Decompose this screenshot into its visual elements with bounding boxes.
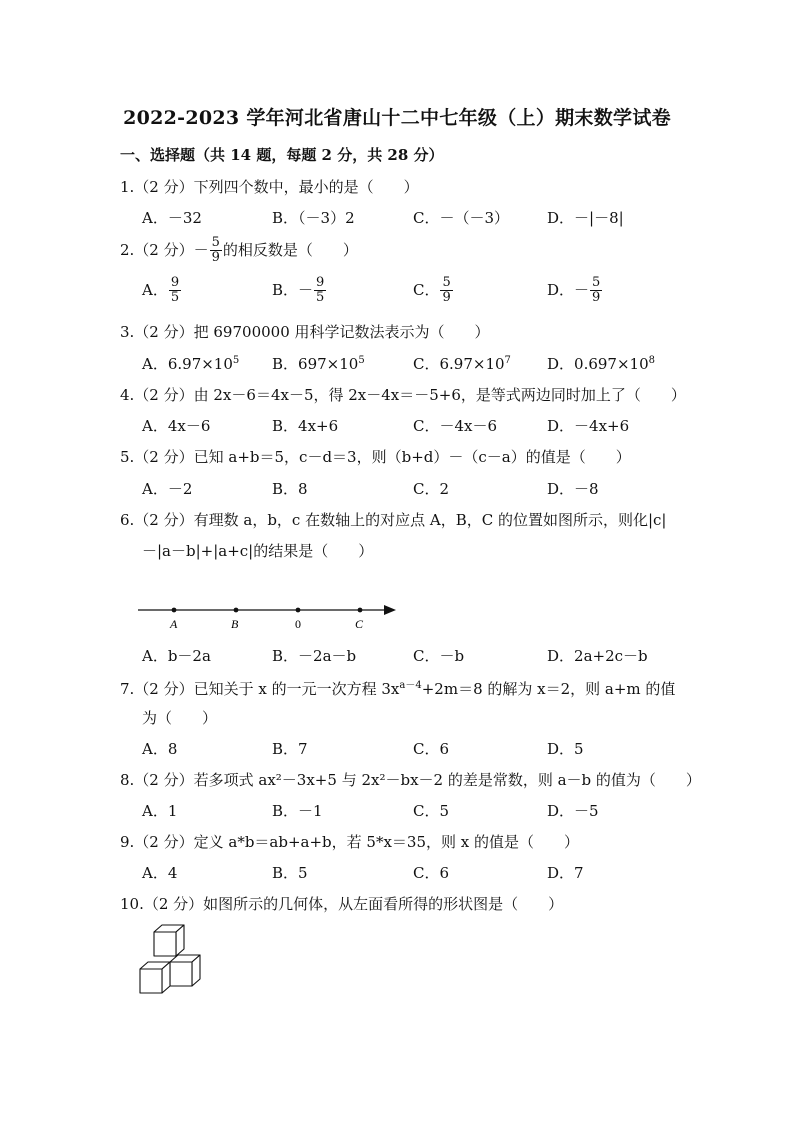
- label-c: C: [355, 617, 364, 631]
- q3-b-text: B．697×10: [272, 355, 359, 373]
- q1-option-c[interactable]: C．－（－3）: [413, 209, 510, 227]
- q2-a-label: A．: [142, 280, 168, 299]
- label-zero: 0: [295, 617, 301, 631]
- q5-option-d[interactable]: D．－8: [547, 480, 599, 498]
- q6-option-c[interactable]: C．－b: [413, 647, 465, 665]
- q2-c-den: 9: [442, 290, 451, 306]
- q2-option-c[interactable]: [413, 276, 454, 306]
- question-9: 9.（2 分）定义 a*b＝ab+a+b，若 5*x＝35，则 x 的值是（ ）: [120, 833, 580, 851]
- q3-option-a[interactable]: [142, 353, 239, 374]
- top-cube-front: [154, 932, 176, 956]
- q2-c-fraction: [440, 276, 452, 306]
- left-cube-front: [140, 969, 162, 993]
- q7-option-c[interactable]: C．6: [413, 740, 450, 758]
- q4-option-c[interactable]: C．－4x－6: [413, 417, 498, 435]
- number-line-figure: [136, 598, 402, 632]
- question-4: 4.（2 分）由 2x－6＝4x－5，得 2x－4x＝－5+6，是等式两边同时加上了（ ）: [120, 386, 686, 404]
- q5-option-c[interactable]: C．2: [413, 480, 450, 498]
- q3-b-exp: 5: [358, 355, 365, 366]
- q8-option-d[interactable]: D．－5: [547, 802, 599, 820]
- point-b: [234, 608, 239, 613]
- q3-a-exp: 5: [232, 355, 240, 366]
- q3-d-text: D．0.697×10: [547, 355, 649, 373]
- q2-b-fraction: [314, 276, 326, 306]
- q9-option-d[interactable]: D．7: [547, 864, 584, 882]
- q4-option-a[interactable]: A．4x－6: [142, 417, 211, 435]
- q2-b-label: B．－: [272, 280, 314, 299]
- q3-a-text: A．6.97×10: [142, 355, 233, 373]
- question-10: 10.（2 分）如图所示的几何体，从左面看所得的形状图是（ ）: [120, 895, 564, 913]
- q7-part2: +2m＝8 的解为 x＝2，则 a+m 的值: [421, 680, 676, 698]
- q2-suffix: 的相反数是（ ）: [222, 240, 358, 259]
- q1-option-d[interactable]: D．－|－8|: [547, 209, 624, 227]
- q3-option-d[interactable]: [547, 353, 655, 374]
- q3-c-exp: 7: [504, 355, 511, 366]
- q7-option-d[interactable]: D．5: [547, 740, 584, 758]
- question-2: [120, 236, 358, 266]
- point-a: [172, 608, 177, 613]
- cube-solid-figure: [136, 922, 208, 1002]
- q2-a-num: 9: [170, 275, 180, 290]
- q2-option-a[interactable]: [142, 276, 182, 306]
- label-a: A: [170, 617, 178, 631]
- q5-option-b[interactable]: B．8: [272, 480, 308, 498]
- q2-d-label: D．－: [547, 280, 590, 299]
- question-1: 1.（2 分）下列四个数中，最小的是（ ）: [120, 178, 419, 196]
- q1-option-b-text: B．（－3）2: [272, 209, 355, 227]
- question-5: 5.（2 分）已知 a+b＝5，c－d＝3，则（b+d）－（c－a）的值是（ ）: [120, 448, 631, 466]
- q2-prefix: 2.（2 分）－: [120, 240, 209, 259]
- q6-option-b[interactable]: B．－2a－b: [272, 647, 357, 665]
- q3-d-exp: 8: [648, 355, 655, 366]
- q1-option-a[interactable]: A．－32: [142, 209, 202, 227]
- q9-option-c[interactable]: C．6: [413, 864, 450, 882]
- q3-c-text: C．6.97×10: [413, 355, 505, 373]
- right-cube-front: [170, 962, 192, 986]
- question-7-line2: 为（ ）: [142, 709, 218, 727]
- q2-b-num: 9: [316, 275, 325, 290]
- q9-option-a[interactable]: A．4: [142, 864, 178, 882]
- q3-option-b[interactable]: [272, 353, 365, 374]
- q2-numerator: 5: [211, 235, 220, 250]
- q2-d-num: 5: [592, 275, 601, 290]
- q2-fraction: [210, 236, 222, 266]
- point-zero: [296, 608, 301, 613]
- q7-option-b[interactable]: B．7: [272, 740, 308, 758]
- q4-option-b[interactable]: B．4x+6: [272, 417, 339, 435]
- q8-option-c[interactable]: C．5: [413, 802, 450, 820]
- arrow-head-icon: [384, 605, 396, 615]
- q6-option-d[interactable]: D．2a+2c－b: [547, 647, 648, 665]
- question-7-line1: [120, 676, 675, 699]
- q2-denominator: 9: [211, 250, 220, 266]
- q7-part1: 7.（2 分）已知关于 x 的一元一次方程 3x: [120, 680, 400, 698]
- q7-exponent: a－4: [399, 680, 422, 691]
- q1-option-b[interactable]: [272, 207, 355, 228]
- q2-c-num: 5: [442, 275, 451, 290]
- q2-a-den: 5: [170, 290, 180, 306]
- q7-option-a[interactable]: A．8: [142, 740, 178, 758]
- section-heading: 一、选择题（共 14 题，每题 2 分，共 28 分）: [120, 146, 444, 164]
- q3-option-c[interactable]: [413, 353, 511, 374]
- q6-option-a[interactable]: A．b－2a: [142, 647, 211, 665]
- q2-a-fraction: [169, 276, 181, 306]
- q8-option-a[interactable]: A．1: [142, 802, 178, 820]
- q2-c-label: C．: [413, 280, 440, 299]
- q5-option-a[interactable]: A．－2: [142, 480, 193, 498]
- page-title: 2022-2023 学年河北省唐山十二中七年级（上）期末数学试卷: [123, 107, 671, 129]
- point-c: [358, 608, 363, 613]
- q2-option-d[interactable]: [547, 276, 603, 306]
- question-8: 8.（2 分）若多项式 ax²－3x+5 与 2x²－bx－2 的差是常数，则 a－b 的值为（ ）: [120, 771, 701, 789]
- question-6-line2: －|a－b|+|a+c|的结果是（ ）: [142, 542, 374, 560]
- question-6-line1: 6.（2 分）有理数 a，b，c 在数轴上的对应点 A，B，C 的位置如图所示，则化|c|: [120, 511, 667, 529]
- q2-d-den: 9: [592, 290, 601, 306]
- question-3: 3.（2 分）把 69700000 用科学记数法表示为（ ）: [120, 323, 490, 341]
- q9-option-b[interactable]: B．5: [272, 864, 308, 882]
- q2-b-den: 5: [316, 290, 325, 306]
- q8-option-b[interactable]: B．－1: [272, 802, 323, 820]
- label-b: B: [231, 617, 239, 631]
- q2-d-fraction: [590, 276, 602, 306]
- q2-option-b[interactable]: [272, 276, 327, 306]
- q4-option-d[interactable]: D．－4x+6: [547, 417, 630, 435]
